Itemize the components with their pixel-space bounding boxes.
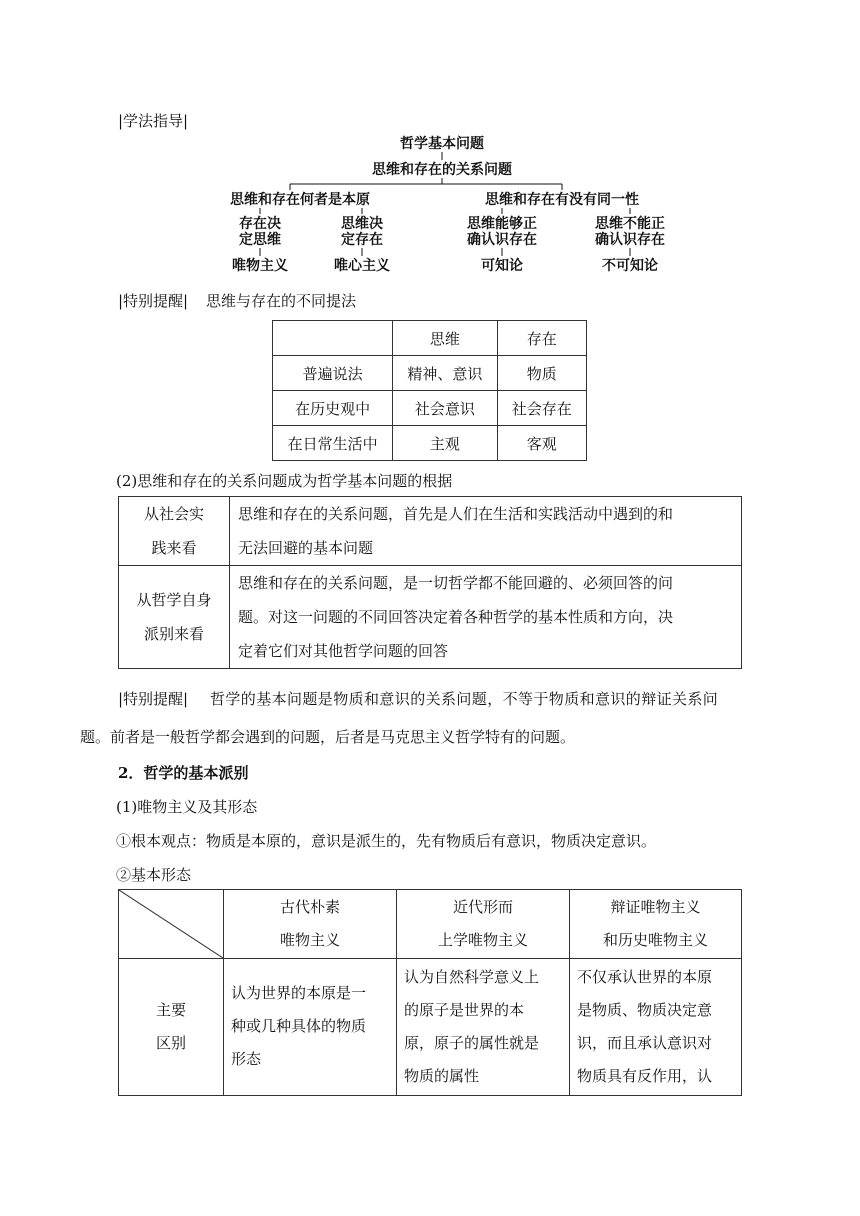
table3-cell-1-l1: 认为世界的本原是一 [231, 984, 367, 1002]
table-row [273, 391, 587, 426]
table-row [119, 890, 742, 959]
table3-cell-3-l4: 物质具有反作用，认 [577, 1067, 713, 1085]
thinking-existence-table [272, 320, 587, 461]
table-row [119, 566, 742, 669]
tip2-line2: 题。前者是一般哲学都会遇到的问题，后者是马克思主义哲学特有的问题。 [80, 728, 576, 746]
tree-leaf-1-l1: 存在决 [239, 216, 281, 232]
table-cell: 社会存在 [497, 391, 586, 426]
table1-header-empty [273, 321, 393, 356]
tree-leaf-3-l1: 思维能够正 [467, 216, 537, 232]
table-cell: 精神、意识 [393, 356, 497, 391]
materialism-forms-table [118, 889, 742, 1096]
table3-cell-1-l3: 形态 [231, 1050, 262, 1068]
tree-result-2: 唯心主义 [334, 258, 390, 274]
tip1-text: 思维与存在的不同提法 [206, 292, 357, 310]
table-cell: 主观 [393, 426, 497, 461]
tree-branch-right: 思维和存在有没有同一性 [485, 192, 639, 208]
tree-level2: 思维和存在的关系问题 [372, 162, 512, 178]
table1-header-thinking: 思维 [393, 321, 497, 356]
table2-row1-body-l2: 无法回避的基本问题 [238, 539, 374, 557]
tip1-label: |特别提醒| [118, 292, 189, 310]
tree-leaf-4-l2: 确认识存在 [595, 232, 665, 248]
tip2-line1: 哲学的基本问题是物质和意识的关系问题，不等于物质和意识的辩证关系问 [210, 690, 719, 708]
table-row [273, 426, 587, 461]
tree-leaf-2-l2: 定存在 [341, 232, 383, 248]
point1: ①根本观点：物质是本原的，意识是派生的，先有物质后有意识，物质决定意识。 [116, 832, 657, 850]
point2: ②基本形态 [116, 866, 192, 884]
philosophy-question-tree [200, 128, 680, 278]
table-cell: 客观 [497, 426, 586, 461]
table-cell: 物质 [497, 356, 586, 391]
table2-row1-head-l1: 从社会实 [143, 505, 204, 523]
section-heading: 2．哲学的基本派别 [118, 764, 249, 782]
table3-rowhead-l1: 主要 [155, 1001, 186, 1019]
tree-leaf-1-l2: 定思维 [239, 232, 281, 248]
table3-rowhead-l2: 区别 [155, 1034, 186, 1052]
table-row [273, 321, 587, 356]
table3-cell-1-l2: 种或几种具体的物质 [231, 1017, 367, 1035]
sub2-title: (2)思维和存在的关系问题成为哲学基本问题的根据 [116, 472, 453, 490]
table2-row1-head-l2: 践来看 [151, 539, 197, 557]
table3-header-1-l1: 古代朴素 [279, 898, 340, 916]
diagonal-divider [119, 890, 223, 958]
table-row [119, 959, 742, 1096]
tree-leaf-4-l1: 思维不能正 [595, 216, 665, 232]
tree-root: 哲学基本问题 [400, 136, 484, 152]
tree-leaf-3-l2: 确认识存在 [467, 232, 537, 248]
tree-result-4: 不可知论 [602, 258, 658, 274]
table3-cell-3-l3: 识，而且承认意识对 [577, 1034, 713, 1052]
table3-cell-2-l1: 认为自然科学意义上 [404, 968, 540, 986]
table2-row2-body-l2: 题。对这一问题的不同回答决定着各种哲学的基本性质和方向，决 [238, 608, 674, 626]
tree-result-1: 唯物主义 [232, 258, 288, 274]
table-cell: 在日常生活中 [273, 426, 393, 461]
table2-row2-body-l3: 定着它们对其他哲学问题的回答 [238, 642, 449, 660]
table3-header-2-l1: 近代形而 [452, 898, 513, 916]
table-row [273, 356, 587, 391]
table3-header-2-l2: 上学唯物主义 [437, 931, 528, 949]
table3-header-3-l1: 辩证唯物主义 [610, 898, 701, 916]
tree-branch-left: 思维和存在何者是本原 [230, 192, 370, 208]
tip2-label: |特别提醒| [118, 690, 189, 708]
table-row [119, 497, 742, 566]
table2-row2-head-l2: 派别来看 [143, 625, 204, 643]
tree-result-3: 可知论 [481, 258, 523, 274]
section-guide-label: |学法指导| [118, 112, 189, 130]
table-cell: 在历史观中 [273, 391, 393, 426]
tree-leaf-2-l1: 思维决 [341, 216, 383, 232]
table1-header-existence: 存在 [497, 321, 586, 356]
table2-row1-body-l1: 思维和存在的关系问题，首先是人们在生活和实践活动中遇到的和 [238, 505, 674, 523]
table3-cell-3-l2: 是物质、物质决定意 [577, 1001, 713, 1019]
table3-cell-2-l4: 物质的属性 [404, 1067, 480, 1085]
sub1-title: (1)唯物主义及其形态 [116, 798, 258, 816]
table3-cell-2-l2: 的原子是世界的本 [404, 1001, 525, 1019]
table-cell: 普遍说法 [273, 356, 393, 391]
basis-table [118, 496, 742, 669]
table-cell: 社会意识 [393, 391, 497, 426]
table2-row2-body-l1: 思维和存在的关系问题，是一切哲学都不能回避的、必须回答的问 [238, 574, 674, 592]
table3-cell-3-l1: 不仅承认世界的本原 [577, 968, 713, 986]
table3-corner-cell [119, 890, 224, 959]
table2-row2-head-l1: 从哲学自身 [136, 591, 212, 609]
table3-header-1-l2: 唯物主义 [279, 931, 340, 949]
table3-cell-2-l3: 原，原子的属性就是 [404, 1034, 540, 1052]
table3-header-3-l2: 和历史唯物主义 [602, 931, 708, 949]
